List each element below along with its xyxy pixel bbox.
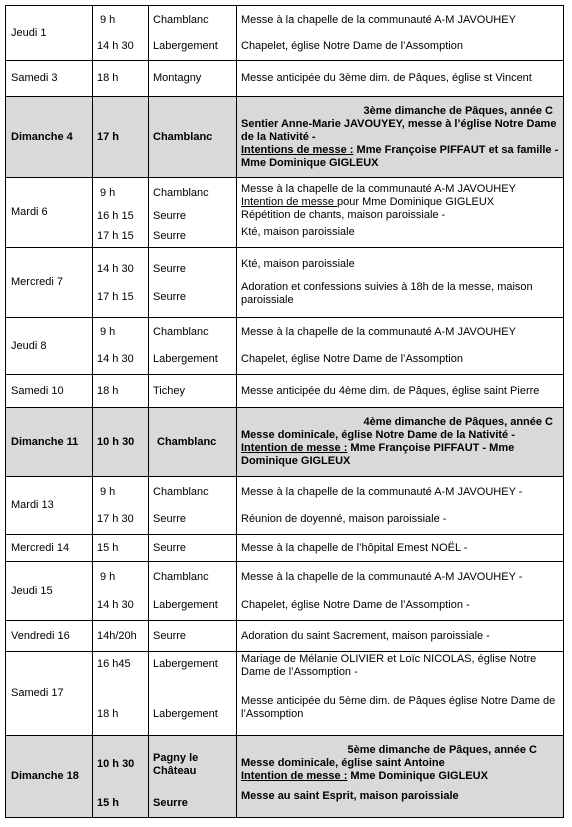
schedule-row bbox=[6, 621, 564, 652]
schedule-row bbox=[6, 318, 564, 375]
time: 17 h 30 bbox=[97, 512, 134, 525]
description: Messe à la chapelle de la communauté A-M JAVOUHEY - bbox=[241, 571, 523, 583]
day-cell: Mardi 6 bbox=[6, 178, 93, 248]
time: 16 h45 bbox=[97, 657, 131, 670]
time: 14 h 30 bbox=[97, 262, 134, 275]
description: Mariage de Mélanie OLIVIER et Loïc NICOLAS, église Notre Dame de l’Assomption - bbox=[241, 652, 537, 678]
schedule-row bbox=[6, 178, 564, 248]
place: Labergement bbox=[153, 599, 218, 611]
place: Labergement bbox=[153, 657, 218, 670]
sunday-title: 4ème dimanche de Pâques, année C bbox=[363, 416, 553, 428]
place: Seurre bbox=[153, 796, 188, 809]
description: Messe à la chapelle de la communauté A-M JAVOUHEY - bbox=[241, 485, 523, 498]
place: Labergement bbox=[153, 40, 218, 52]
description: Messe dominicale, église saint Antoine bbox=[241, 757, 445, 769]
description: Messe à la chapelle de l’hôpital Emest NOËL - bbox=[237, 535, 564, 562]
schedule-row bbox=[6, 477, 564, 535]
time: 14h/20h bbox=[93, 621, 149, 652]
description: Répétition de chants, maison paroissiale - bbox=[241, 209, 446, 221]
schedule-row-sunday bbox=[6, 97, 564, 178]
place: Chamblanc bbox=[149, 408, 237, 477]
schedule-row bbox=[6, 6, 564, 61]
time: 9 h bbox=[100, 14, 116, 26]
place: Seurre bbox=[149, 535, 237, 562]
time: 14 h 30 bbox=[97, 353, 134, 365]
time: 9 h bbox=[100, 485, 116, 498]
intention-text: pour Mme Dominique GIGLEUX bbox=[337, 196, 495, 208]
time: 10 h 30 bbox=[93, 408, 149, 477]
description: Kté, maison paroissiale bbox=[241, 226, 355, 238]
day-cell: Samedi 3 bbox=[6, 61, 93, 97]
description: Messe à la chapelle de la communauté A-M JAVOUHEY bbox=[241, 183, 516, 195]
intention-label: Intention de messe bbox=[241, 196, 338, 208]
time: 17 h 15 bbox=[97, 229, 134, 242]
day-cell: Mardi 13 bbox=[6, 477, 93, 535]
place: Seurre bbox=[149, 621, 237, 652]
time: 14 h 30 bbox=[97, 599, 134, 611]
place: Chamblanc bbox=[153, 571, 209, 583]
place: Pagny le Château bbox=[153, 751, 199, 777]
day-cell: Jeudi 15 bbox=[6, 562, 93, 621]
description: Messe à la chapelle de la communauté A-M JAVOUHEY bbox=[241, 326, 516, 338]
description: Réunion de doyenné, maison paroissiale - bbox=[241, 512, 447, 525]
parish-schedule-table bbox=[5, 5, 564, 818]
time: 9 h bbox=[100, 326, 116, 338]
schedule-row bbox=[6, 535, 564, 562]
day-cell: Jeudi 1 bbox=[6, 6, 93, 61]
place: Montagny bbox=[149, 61, 237, 97]
intention-text: Mme Françoise PIFFAUT - Mme Dominique GIGLEUX bbox=[241, 442, 515, 467]
schedule-row bbox=[6, 61, 564, 97]
time: 18 h bbox=[97, 707, 119, 720]
description: Kté, maison paroissiale bbox=[241, 258, 355, 270]
description: Messe dominicale, église Notre Dame de la Nativité - bbox=[241, 429, 515, 441]
day-cell: Mercredi 7 bbox=[6, 248, 93, 318]
place: Chamblanc bbox=[153, 14, 209, 26]
day-cell: Dimanche 11 bbox=[6, 408, 93, 477]
schedule-row bbox=[6, 248, 564, 318]
intention-label: Intention de messe : bbox=[241, 442, 348, 454]
intention-label: Intentions de messe : bbox=[241, 143, 354, 156]
schedule-row bbox=[6, 375, 564, 408]
schedule-row bbox=[6, 652, 564, 736]
schedule-row-sunday bbox=[6, 408, 564, 477]
time: 16 h 15 bbox=[97, 209, 134, 222]
sunday-title: 5ème dimanche de Pâques, année C bbox=[347, 744, 537, 756]
place: Seurre bbox=[153, 290, 187, 303]
description: Messe à la chapelle de la communauté A-M JAVOUHEY bbox=[241, 14, 516, 26]
schedule-row bbox=[6, 562, 564, 621]
description: Messe anticipée du 3ème dim. de Pâques, église st Vincent bbox=[237, 61, 564, 97]
place: Chamblanc bbox=[153, 186, 209, 199]
time: 18 h bbox=[93, 375, 149, 408]
time: 18 h bbox=[93, 61, 149, 97]
description: Messe anticipée du 4ème dim. de Pâques, église saint Pierre bbox=[237, 375, 564, 408]
place: Chamblanc bbox=[149, 97, 237, 178]
time: 9 h bbox=[100, 186, 116, 199]
description: Messe anticipée du 5ème dim. de Pâques église Notre Dame de l’Assomption bbox=[241, 694, 556, 720]
place: Labergement bbox=[153, 353, 218, 365]
place: Chamblanc bbox=[153, 485, 209, 498]
time: 15 h bbox=[97, 796, 120, 809]
time: 14 h 30 bbox=[97, 40, 134, 52]
intention-text: Mme Dominique GIGLEUX bbox=[347, 770, 488, 782]
description: Sentier Anne-Marie JAVOUYEY, messe à l’église Notre Dame de la Nativité - bbox=[241, 117, 557, 143]
description: Chapelet, église Notre Dame de l’Assomption bbox=[241, 353, 463, 365]
day-cell: Dimanche 4 bbox=[6, 97, 93, 178]
time: 17 h 15 bbox=[97, 290, 134, 303]
intention-label: Intention de messe : bbox=[241, 770, 348, 782]
day-cell: Dimanche 18 bbox=[6, 736, 93, 818]
day-cell: Vendredi 16 bbox=[6, 621, 93, 652]
sunday-title: 3ème dimanche de Pâques, année C bbox=[363, 104, 553, 117]
place: Labergement bbox=[153, 707, 218, 720]
schedule-row-sunday bbox=[6, 736, 564, 818]
time: 10 h 30 bbox=[97, 757, 135, 770]
place: Seurre bbox=[153, 262, 187, 275]
place: Seurre bbox=[153, 209, 187, 222]
day-cell: Mercredi 14 bbox=[6, 535, 93, 562]
intention-text: Mme Françoise PIFFAUT et sa famille - Mme Dominique GIGLEUX bbox=[241, 143, 559, 169]
description: Adoration du saint Sacrement, maison paroissiale - bbox=[237, 621, 564, 652]
place: Chamblanc bbox=[153, 326, 209, 338]
description: Chapelet, église Notre Dame de l’Assomption - bbox=[241, 599, 470, 611]
day-cell: Samedi 10 bbox=[6, 375, 93, 408]
place: Tichey bbox=[149, 375, 237, 408]
day-cell: Samedi 17 bbox=[6, 652, 93, 736]
time: 17 h bbox=[93, 97, 149, 178]
time: 15 h bbox=[93, 535, 149, 562]
description: Adoration et confessions suivies à 18h de la messe, maison paroissiale bbox=[241, 281, 533, 306]
description: Chapelet, église Notre Dame de l’Assomption bbox=[241, 40, 463, 52]
place: Seurre bbox=[153, 512, 187, 525]
place: Seurre bbox=[153, 229, 187, 242]
time: 9 h bbox=[100, 571, 116, 583]
description: Messe au saint Esprit, maison paroissiale bbox=[241, 790, 459, 802]
day-cell: Jeudi 8 bbox=[6, 318, 93, 375]
